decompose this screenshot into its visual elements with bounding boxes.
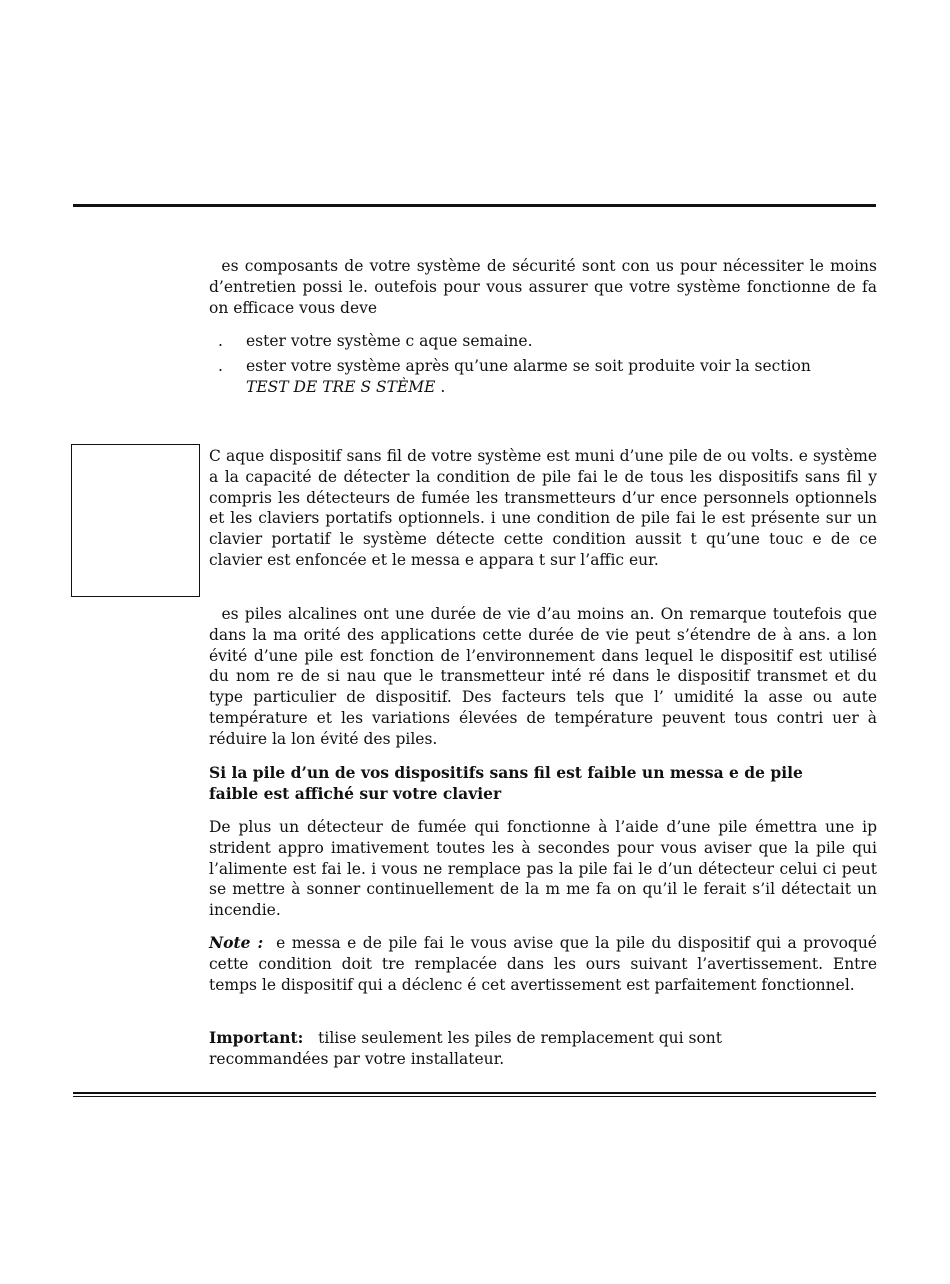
- important-label: Important:: [209, 1028, 304, 1047]
- side-box: [71, 444, 200, 597]
- list-text-2: ester votre système après qu’une alarme se soit produite voir la section: [246, 357, 811, 375]
- battery-paragraph-1: C aque dispositif sans fil de votre système est muni d’une pile de ou volts. e système a la capacité de détecter la condition de pile fai le de tous les dispositifs sans fil y compris les détecteurs de fumée les transmetteurs d’ur ence personnels optionnels et les claviers portatifs optionnels. i une condition de pile fai le est présente sur un clavier portatif le système détecte cette condition aussit t qu’une touc e de ce clavier est enfoncée et le messa e appara t sur l’affic eur.: [209, 447, 877, 569]
- header-rule: [73, 204, 876, 207]
- important-paragraph: [209, 1028, 769, 1070]
- footer-rule-thick: [73, 1092, 876, 1094]
- list-marker-2: .: [218, 357, 223, 375]
- important-text: tilise seulement les piles de remplacement qui sont recommandées par votre installateur.: [209, 1029, 723, 1068]
- note-text: e messa e de pile fai le vous avise que la pile du dispositif qui a provoqué cette condition doit tre remplacée dans les ours suivant l’avertissement. Entre temps le dispositif qui a déclenc é cet avertissement est parfaitement fonctionnel.: [209, 934, 877, 994]
- battery-paragraph-2: es piles alcalines ont une durée de vie d’au moins an. On remarque toutefois que dans la ma orité des applications cette durée de vie peut s’étendre de à ans. a lon évité d’une pile est fonction de l’environnement dans lequel le dispositif est utilisé du nom re de si nau que le transmetteur inté ré dans le dispositif transmet et du type particulier de dispositif. Des facteurs tels que l’ umidité la asse ou aute température et les variations élevées de température peuvent tous contri uer à réduire la lon évité des piles.: [209, 605, 877, 748]
- note-paragraph: [209, 933, 877, 995]
- section-reference-end: .: [440, 377, 446, 396]
- note-label: Note :: [209, 933, 264, 952]
- list-item-1: [218, 331, 877, 352]
- intro-paragraph: es composants de votre système de sécurité sont con us pour nécessiter le moins d’entretien possi le. outefois pour vous assurer que votre système fonctionne de fa on efficace vous deve: [209, 257, 877, 317]
- low-battery-heading: Si la pile d’un de vos dispositifs sans fil est faible un messa e de pile faible est affiché sur votre clavier: [209, 763, 803, 803]
- list-marker-1: .: [218, 332, 223, 350]
- battery-paragraph-3: De plus un détecteur de fumée qui fonctionne à l’aide d’une pile émettra une ip strident appro imativement toutes les à secondes pour vous aviser que la pile qui l’alimente est fai le. i vous ne remplace pas la pile fai le d’un détecteur celui ci peut se mettre à sonner continuellement de la m me fa on qu’il le ferait s’il détectait un incendie.: [209, 818, 877, 920]
- list-text-1: ester votre système c aque semaine.: [246, 332, 533, 350]
- section-reference: TEST DE TRE S STÈME: [246, 377, 436, 396]
- footer-rule-thin: [73, 1096, 876, 1097]
- list-item-2: [218, 356, 877, 398]
